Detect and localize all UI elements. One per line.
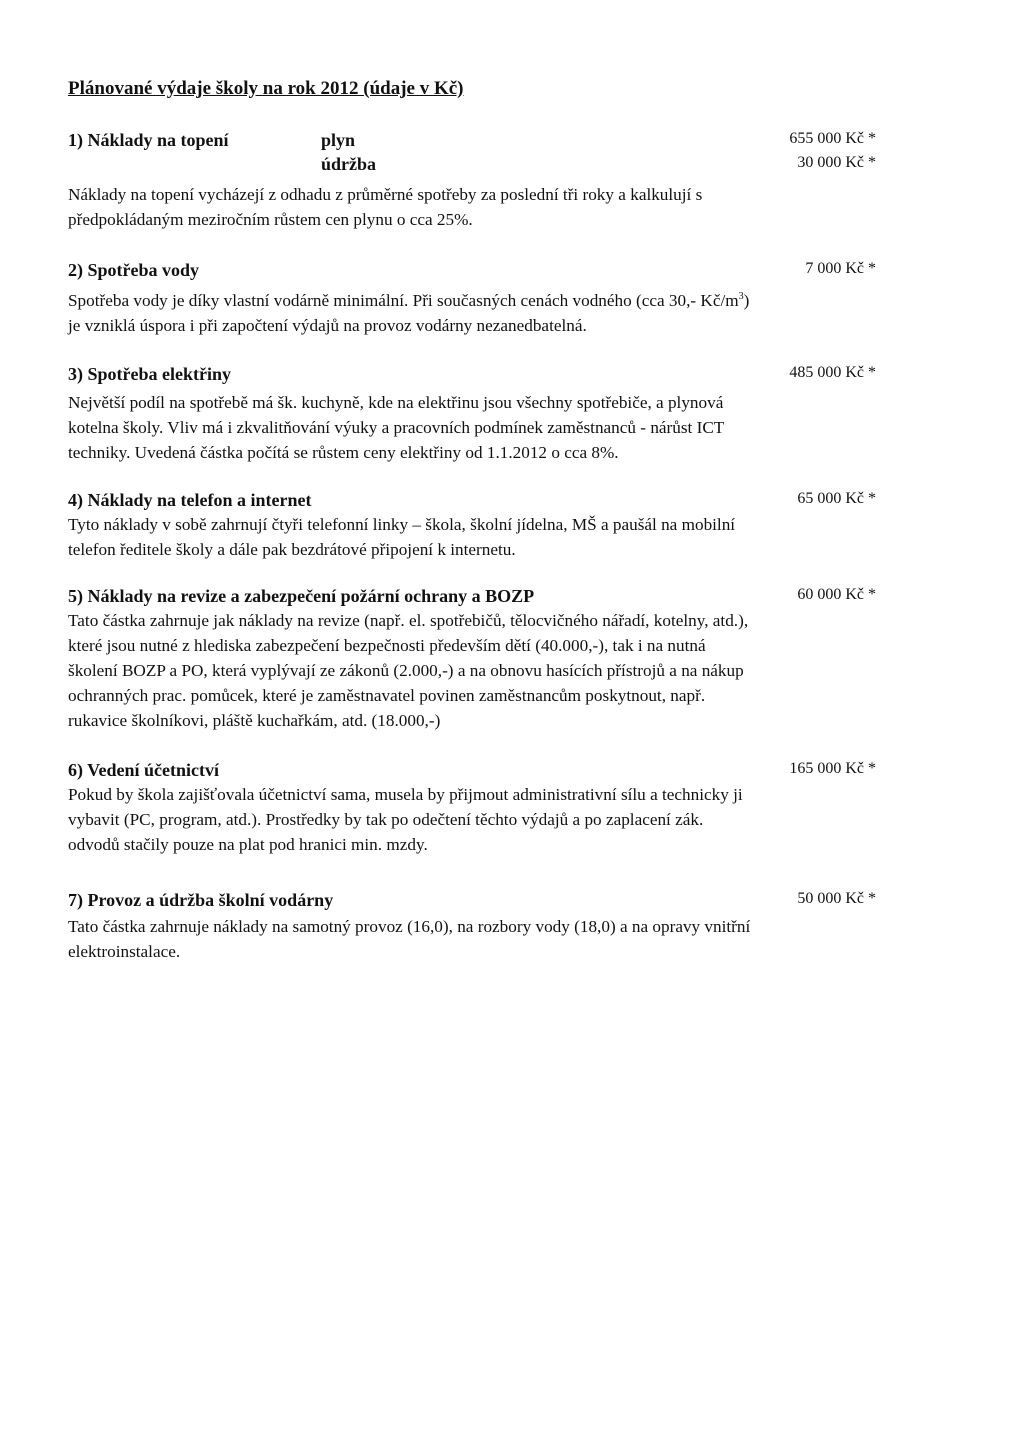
text-line: školení BOZP a PO, která vyplývají ze zákonů (2.000,-) a na obnovu hasících přístrojů a na nákup (68, 661, 744, 680)
section-amount: 7 000 Kč * (805, 260, 876, 277)
section-text (68, 782, 876, 857)
text-line: telefon ředitele školy a dále pak bezdrátové připojení k internetu. (68, 540, 516, 559)
text-line-part: ) (743, 291, 750, 310)
text-line: je vzniklá úspora i při započtení výdajů na provoz vodárny nezanedbatelná. (68, 316, 587, 335)
text-line: Náklady na topení vycházejí z odhadu z průměrné spotřeby za poslední tři roky a kalkulují s (68, 185, 703, 204)
section-text (68, 914, 876, 964)
section-amount: 65 000 Kč * (797, 490, 876, 507)
subitem-label: údržba (321, 154, 377, 174)
section-telephone (68, 490, 876, 562)
text-line: kotelna školy. Vliv má i zkvalitňování výuky a pracovních podmínek zaměstnanců - nárůst ICT (68, 418, 725, 437)
text-line: ochranných prac. pomůcek, které je zaměstnavatel povinen zaměstnancům poskytnout, např. (68, 686, 706, 705)
section-heading: 1) Náklady na topení (68, 130, 229, 150)
subitem-amount: 30 000 Kč * (797, 154, 876, 171)
section-text (68, 182, 876, 232)
section-heading-row (68, 130, 876, 154)
text-line: rukavice školníkovi, pláště kuchařkám, atd. (18.000,-) (68, 711, 441, 730)
section-heading-row (68, 364, 876, 388)
section-heading: 4) Náklady na telefon a internet (68, 490, 312, 510)
text-line: Tyto náklady v sobě zahrnují čtyři telefonní linky – škola, školní jídelna, MŠ a paušál na mobilní (68, 515, 736, 534)
superscript: 3 (738, 291, 744, 302)
section-text (68, 390, 876, 465)
section-text (68, 288, 876, 338)
text-line: Největší podíl na spotřebě má šk. kuchyně, kde na elektřinu jsou všechny spotřebiče, a plynová (68, 393, 724, 412)
section-electricity (68, 364, 876, 465)
text-line: vybavit (PC, program, atd.). Prostředky by tak po odečtení těchto výdajů a po zaplacení zák. (68, 810, 704, 829)
section-heading-row (68, 890, 876, 914)
section-text (68, 608, 876, 733)
section-heading-row (68, 586, 876, 610)
text-line: Tato částka zahrnuje náklady na samotný provoz (16,0), na rozbory vody (18,0) a na opravy vnitřní (68, 917, 751, 936)
text-line: Tato částka zahrnuje jak náklady na revize (např. el. spotřebičů, tělocvičného nářadí, kotelny, atd.), (68, 611, 749, 630)
section-heading-row (68, 490, 876, 514)
section-heading: 6) Vedení účetnictví (68, 760, 219, 780)
section-amount: 50 000 Kč * (797, 890, 876, 907)
text-line: předpokládaným meziročním růstem cen plynu o cca 25%. (68, 210, 473, 229)
section-waterworks (68, 890, 876, 964)
section-heating (68, 130, 876, 232)
section-text (68, 512, 876, 562)
section-heading: 2) Spotřeba vody (68, 260, 200, 280)
text-line: elektroinstalace. (68, 942, 181, 961)
subitem-row (68, 154, 876, 178)
section-heading: 5) Náklady na revize a zabezpečení požární ochrany a BOZP (68, 586, 535, 606)
section-amount: 60 000 Kč * (797, 586, 876, 603)
text-line-part: Spotřeba vody je díky vlastní vodárně minimální. Při současných cenách vodného (cca 30,- Kč/m (68, 291, 739, 310)
text-line: odvodů stačily pouze na plat pod hranici min. mzdy. (68, 835, 428, 854)
section-revisions (68, 586, 876, 733)
section-heading-row (68, 760, 876, 784)
section-water (68, 260, 876, 338)
section-amount: 165 000 Kč * (789, 760, 876, 777)
section-amount: 485 000 Kč * (789, 364, 876, 381)
section-accounting (68, 760, 876, 857)
text-line (68, 288, 876, 313)
document-title: Plánované výdaje školy na rok 2012 (údaje v Kč) (68, 78, 464, 99)
text-line: Pokud by škola zajišťovala účetnictví sama, musela by přijmout administrativní sílu a technicky ji (68, 785, 743, 804)
section-heading: 7) Provoz a údržba školní vodárny (68, 890, 334, 910)
text-line: techniky. Uvedená částka počítá se růstem ceny elektřiny od 1.1.2012 o cca 8%. (68, 443, 619, 462)
section-heading: 3) Spotřeba elektřiny (68, 364, 231, 384)
subitem-label: plyn (321, 130, 356, 150)
text-line: které jsou nutné z hlediska zabezpečení bezpečnosti především dětí (40.000,-), tak i na nutná (68, 636, 706, 655)
section-heading-row (68, 260, 876, 284)
subitem-amount: 655 000 Kč * (789, 130, 876, 147)
